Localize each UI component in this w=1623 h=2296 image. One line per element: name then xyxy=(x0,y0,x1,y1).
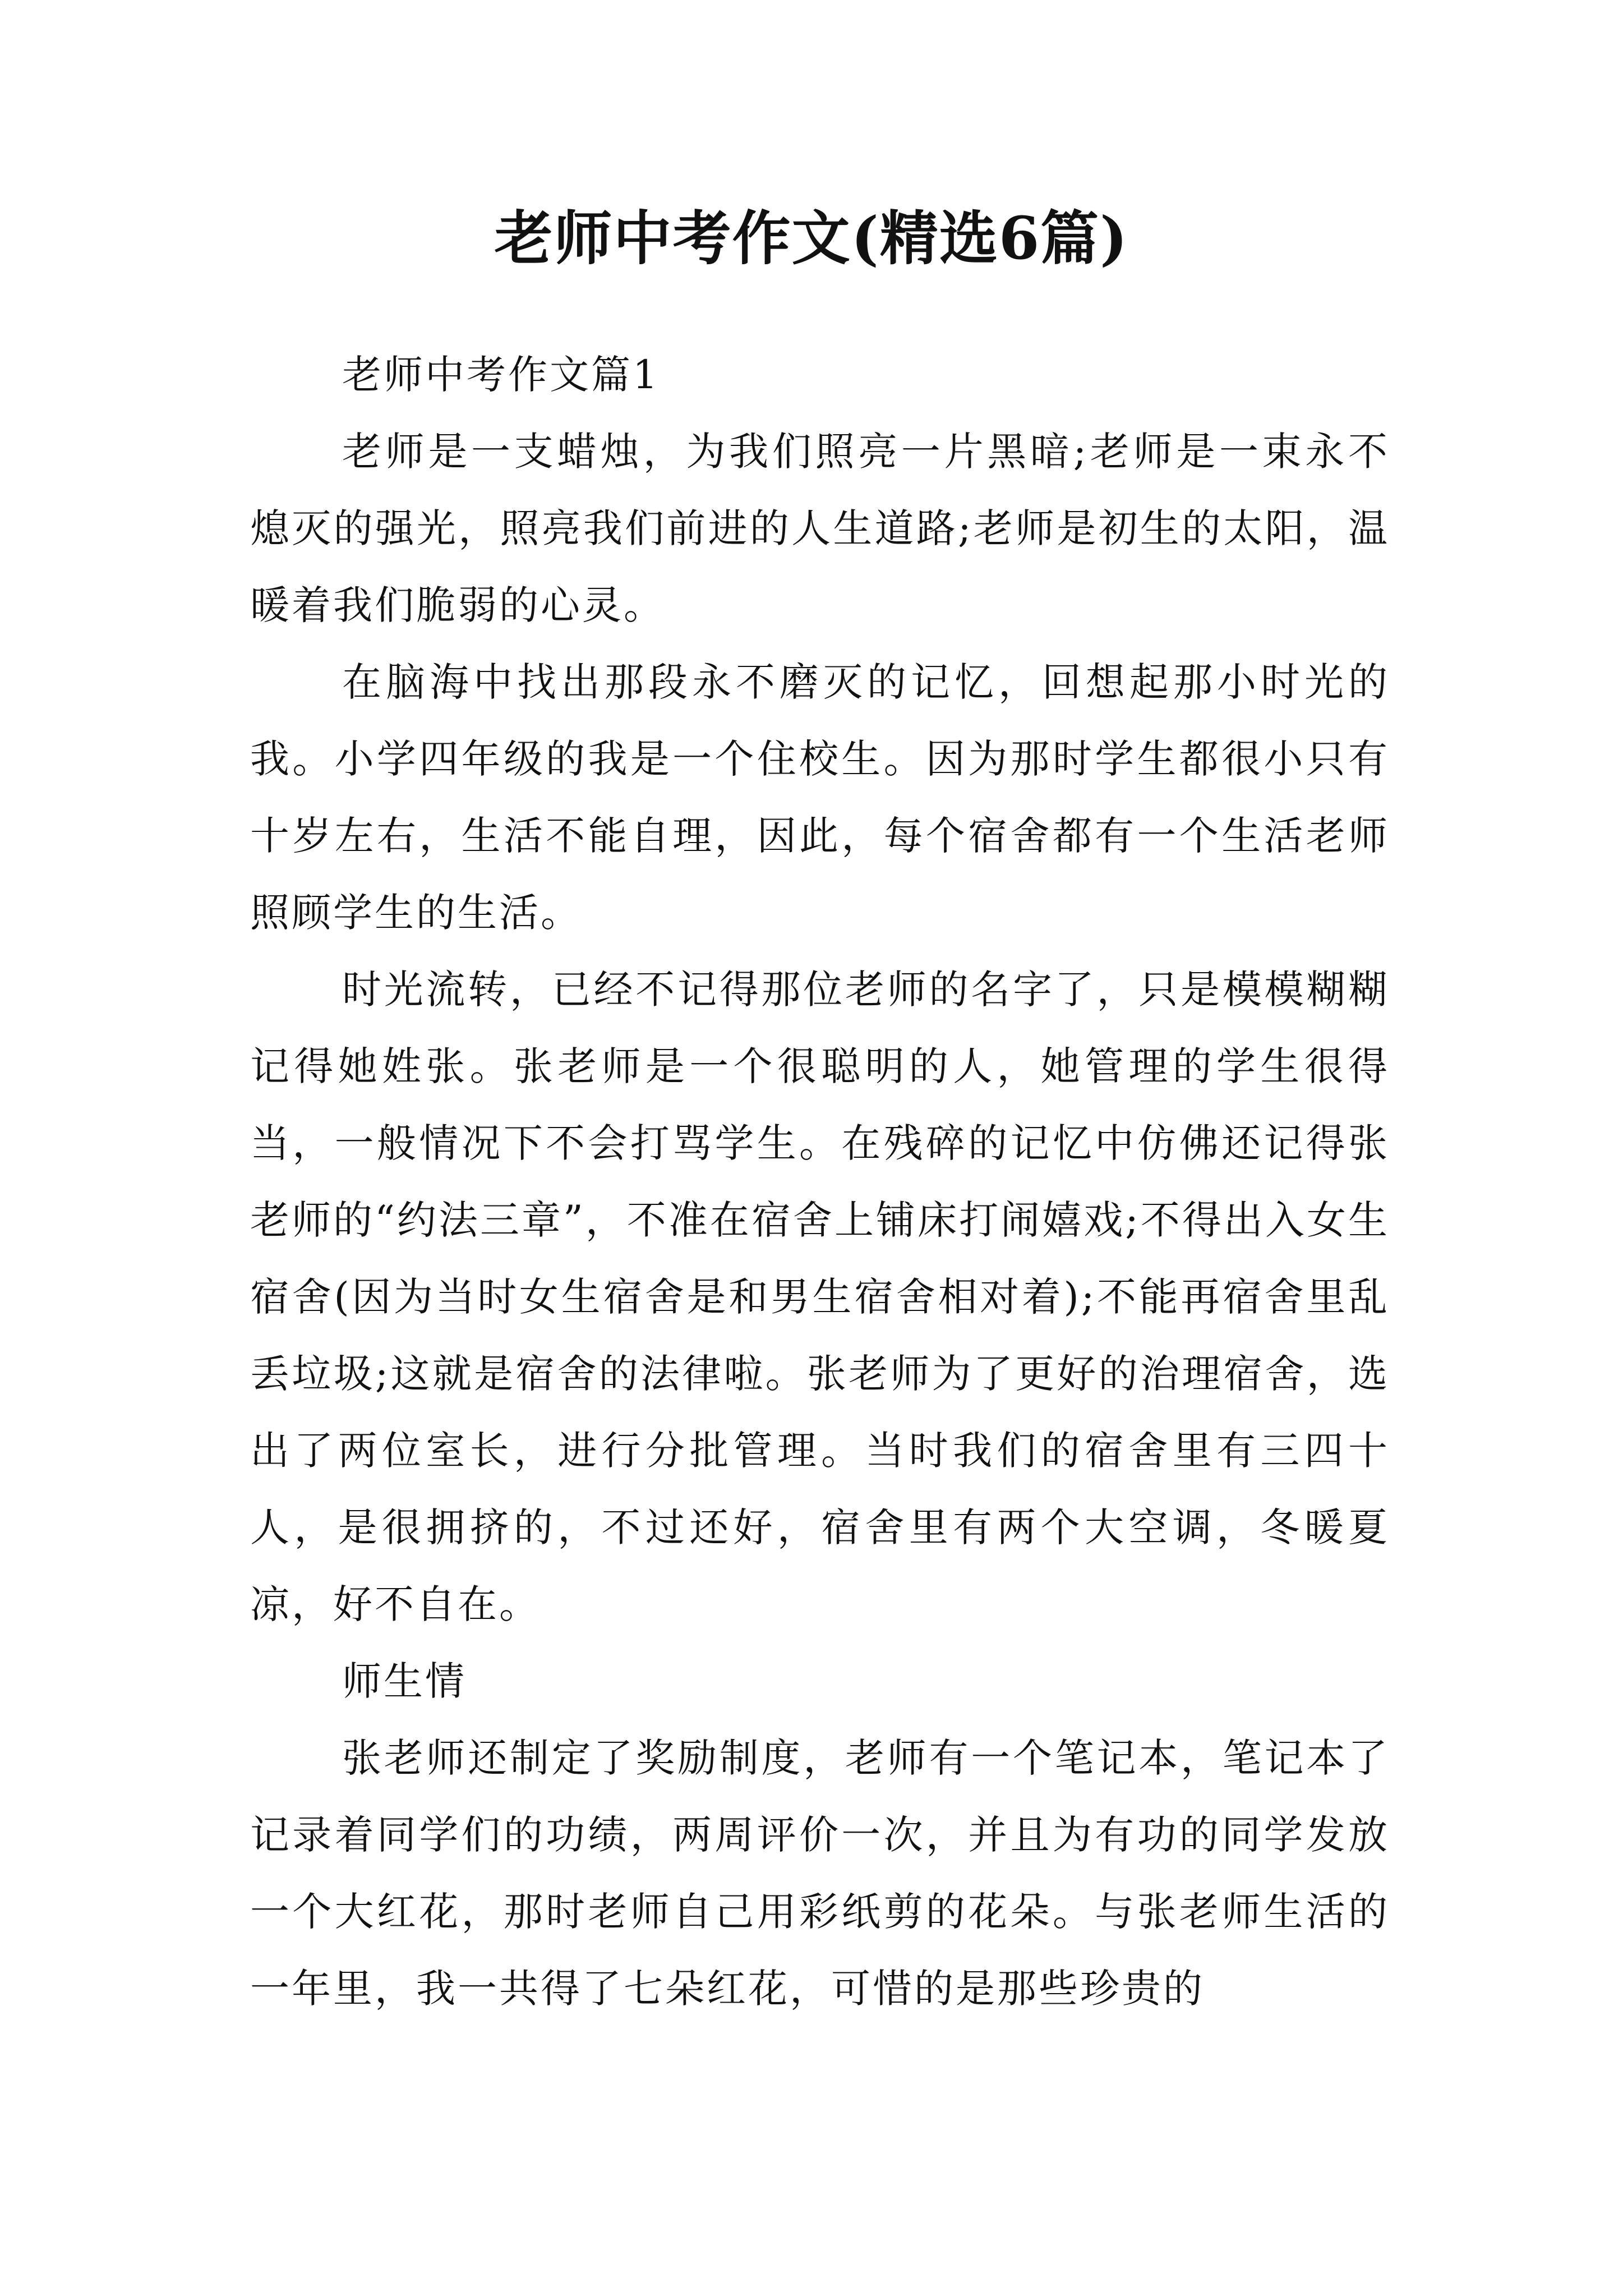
document-title: 老师中考作文(精选6篇) xyxy=(494,204,1129,273)
subheading: 师生情 xyxy=(342,1658,467,1704)
paragraph: 老师是一支蜡烛，为我们照亮一片黑暗;老师是一束永不熄灭的强光，照亮我们前进的人生道路;老师是初生的太阳，温暖着我们脆弱的心灵。 xyxy=(250,429,1390,628)
document-body xyxy=(250,337,1390,2027)
section-heading: 老师中考作文篇1 xyxy=(342,352,660,398)
paragraph: 在脑海中找出那段永不磨灭的记忆，回想起那小时光的我。小学四年级的我是一个住校生。因为那时学生都很小只有十岁左右，生活不能自理，因此，每个宿舍都有一个生活老师照顾学生的生活。 xyxy=(250,659,1390,936)
paragraph: 时光流转，已经不记得那位老师的名字了，只是模模糊糊记得她姓张。张老师是一个很聪明的人，她管理的学生很得当，一般情况下不会打骂学生。在残碎的记忆中仿佛还记得张老师的“约法三章”，不准在宿舍上铺床打闹嬉戏;不得出入女生宿舍(因为当时女生宿舍是和男生宿舍相对着);不能再宿舍里乱丢垃圾;这就是宿舍的法律啦。张老师为了更好的治理宿舍，选出了两位室长，进行分批管理。当时我们的宿舍里有三四十人，是很拥挤的，不过还好，宿舍里有两个大空调，冬暖夏凉，好不自在。 xyxy=(250,967,1390,1627)
paragraph: 张老师还制定了奖励制度，老师有一个笔记本，笔记本了记录着同学们的功绩，两周评价一次，并且为有功的同学发放一个大红花，那时老师自己用彩纸剪的花朵。与张老师生活的一年里，我一共得了七朵红花，可惜的是那些珍贵的 xyxy=(250,1735,1390,2012)
